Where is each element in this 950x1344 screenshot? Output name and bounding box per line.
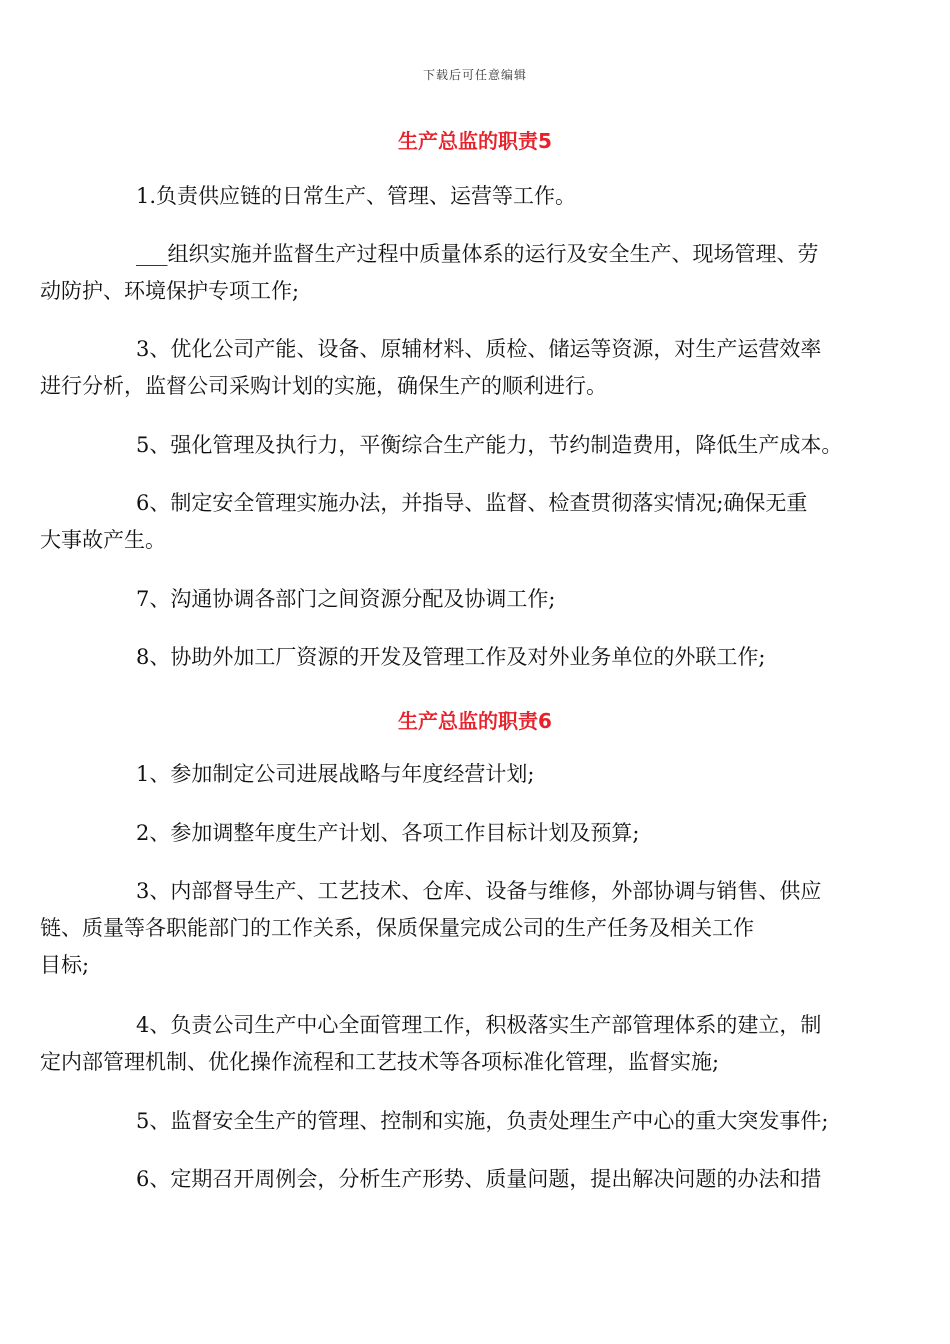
paragraph-line: 链、质量等各职能部门的工作关系，保质保量完成公司的生产任务及相关工作 — [40, 916, 754, 940]
paragraph-line: 6、定期召开周例会，分析生产形势、质量问题，提出解决问题的办法和措 — [136, 1167, 822, 1191]
paragraph-line: ___组织实施并监督生产过程中质量体系的运行及安全生产、现场管理、劳 — [136, 242, 819, 266]
paragraph-line: 6、制定安全管理实施办法，并指导、监督、检查贯彻落实情况;确保无重 — [136, 491, 808, 515]
paragraph-line: 2、参加调整年度生产计划、各项工作目标计划及预算; — [136, 821, 640, 845]
paragraph-item — [88, 178, 878, 215]
paragraph-line: 8、协助外加工厂资源的开发及管理工作及对外业务单位的外联工作; — [136, 645, 766, 669]
paragraph-line: 5、强化管理及执行力，平衡综合生产能力，节约制造费用，降低生产成本。 — [136, 433, 843, 457]
paragraph-line: 7、沟通协调各部门之间资源分配及协调工作; — [136, 587, 556, 611]
header-watermark: 下载后可任意编辑 — [422, 68, 527, 82]
paragraph-item — [40, 1007, 878, 1081]
paragraph-line: 1.负责供应链的日常生产、管理、运营等工作。 — [136, 184, 577, 208]
paragraph-line: 大事故产生。 — [40, 528, 166, 552]
section-title-5: 生产总监的职责5 — [398, 129, 552, 153]
paragraph-item — [40, 236, 878, 310]
paragraph-line: 定内部管理机制、优化操作流程和工艺技术等各项标准化管理，监督实施; — [40, 1050, 720, 1074]
paragraph-line: 3、优化公司产能、设备、原辅材料、质检、储运等资源，对生产运营效率 — [136, 337, 822, 361]
paragraph-item — [40, 331, 878, 405]
paragraph-line: 动防护、环境保护专项工作; — [40, 279, 300, 303]
paragraph-line: 3、内部督导生产、工艺技术、仓库、设备与维修，外部协调与销售、供应 — [136, 879, 822, 903]
paragraph-item — [88, 1103, 878, 1140]
paragraph-item — [88, 581, 878, 618]
paragraph-line: 5、监督安全生产的管理、控制和实施，负责处理生产中心的重大突发事件; — [136, 1109, 829, 1133]
paragraph-item — [88, 1161, 878, 1198]
paragraph-item — [40, 873, 878, 984]
paragraph-item — [88, 815, 878, 852]
paragraph-item — [40, 485, 878, 559]
paragraph-line: 1、参加制定公司进展战略与年度经营计划; — [136, 762, 535, 786]
paragraph-line: 目标; — [40, 953, 90, 977]
paragraph-item — [88, 639, 878, 676]
paragraph-item — [88, 756, 878, 793]
paragraph-item — [88, 427, 878, 464]
paragraph-line: 4、负责公司生产中心全面管理工作，积极落实生产部管理体系的建立，制 — [136, 1013, 822, 1037]
section-title-6: 生产总监的职责6 — [398, 709, 552, 733]
paragraph-line: 进行分析，监督公司采购计划的实施，确保生产的顺利进行。 — [40, 374, 607, 398]
